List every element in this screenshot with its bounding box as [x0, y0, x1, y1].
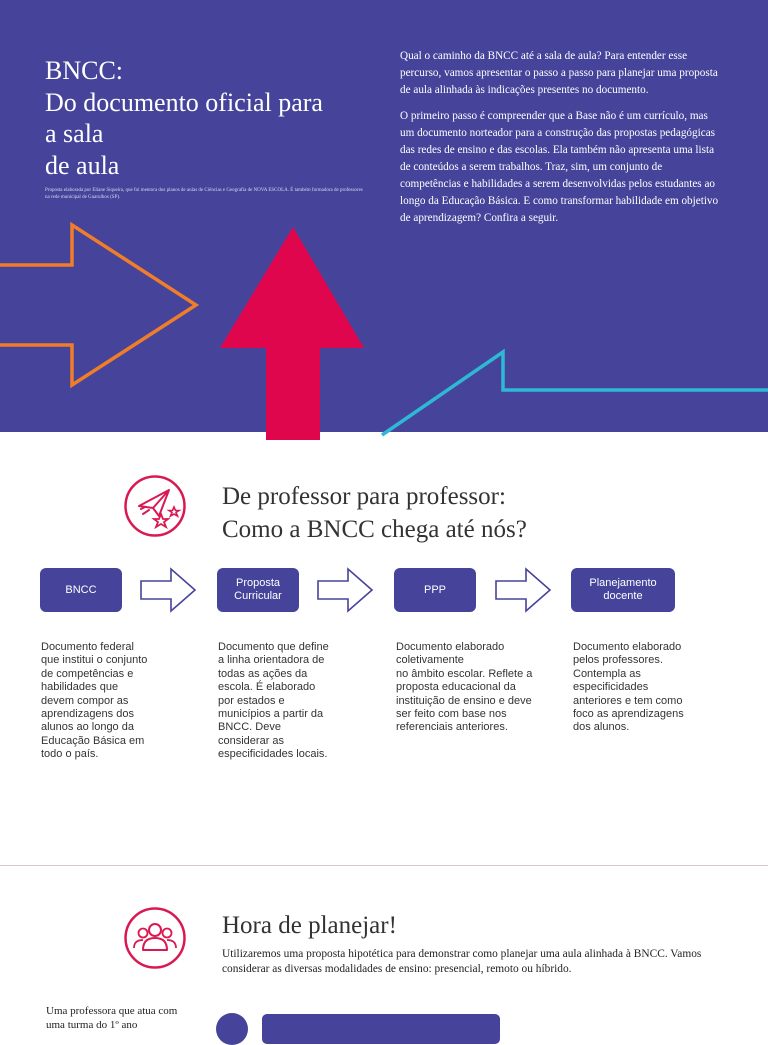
description-line: Documento elaborado	[396, 641, 505, 653]
step-marker	[216, 1013, 248, 1045]
right-arrow-icon	[139, 567, 197, 613]
hero-title-line: Do documento oficial para	[45, 87, 323, 117]
description-line: aprendizagens dos	[41, 708, 134, 721]
description-line: por estados e	[218, 694, 285, 707]
description-line: Contempla as	[573, 667, 641, 680]
right-arrow-icon	[494, 567, 552, 613]
hero-title-line: BNCC:	[45, 56, 124, 85]
description-line: municípios a partir da	[218, 708, 324, 721]
hero-title	[45, 55, 375, 182]
description-line: todo o país.	[41, 748, 99, 761]
description-line: escola. É elaborado	[218, 681, 316, 694]
flow-description-bncc	[41, 641, 171, 762]
description-line: dos alunos.	[573, 721, 630, 734]
flow-step-bncc: BNCC	[40, 568, 122, 612]
flow-description-planejamento-docente	[573, 641, 713, 735]
description-line: no âmbito escolar. Reflete a	[396, 667, 533, 680]
description-line: considerar as	[218, 734, 285, 747]
hero-banner	[0, 0, 768, 432]
pink-up-arrow-icon	[220, 227, 364, 440]
description-line: foco as aprendizagens	[573, 708, 684, 721]
flow-step-ppp: PPP	[394, 568, 476, 612]
description-line: coletivamente	[396, 654, 464, 667]
flow-step-proposta-curricular: Proposta Curricular	[217, 568, 299, 612]
description-line: referenciais anteriores.	[396, 721, 508, 734]
flow-description-proposta-curricular	[218, 641, 353, 762]
paper-plane-stars-icon	[123, 474, 187, 538]
section-title-line: De professor para professor:	[222, 483, 506, 510]
description-line: pelos professores.	[573, 654, 663, 667]
description-line: especificidades locais.	[218, 748, 328, 761]
description-line: instituição de ensino e deve	[396, 694, 532, 707]
hero-credit: Proposta elaborada por Eliane Siqueira, que foi mentora dos planos de aulas de Ciências e Geografia de NOVA ESCOLA. É também formadora de professores na rede municipal de Guarulhos (SP).	[45, 188, 363, 200]
intro-paragraph: O primeiro passo é compreender que a Base não é um currículo, mas um documento norteador para a construção das propostas pedagógicas das redes de ensino e das escolas. Ela também não apresenta uma lista de conteúdos a serem trabalhos. Traz, sim, um conjunto de competências e habilidades a serem desenvolvidas pelos estudantes ao longo da Educação Básica. E como transformar habilidade em objetivo de aprendizagem? Confira a seguir.	[400, 110, 719, 225]
description-line: ser feito com base nos	[396, 708, 507, 721]
description-line: BNCC. Deve	[218, 721, 281, 734]
description-line: de competências e	[41, 667, 134, 680]
description-line: habilidades que	[41, 681, 119, 694]
right-arrow-icon	[316, 567, 374, 613]
description-line: especificidades	[573, 681, 649, 694]
description-line: que institui o conjunto	[41, 654, 148, 667]
section-title: Hora de planejar!	[222, 912, 397, 939]
description-line: a linha orientadora de	[218, 654, 325, 667]
section-text: Utilizaremos uma proposta hipotética para demonstrar como planejar uma aula alinhada à BNCC. Vamos considerar as diversas modalidades de ensino: presencial, remoto ou híbrido.	[222, 948, 702, 975]
description-line: alunos ao longo da	[41, 721, 134, 734]
flow-description-ppp	[396, 641, 556, 735]
description-line: devem compor as	[41, 694, 129, 707]
description-line: anteriores e tem como	[573, 694, 683, 707]
description-line: todas as ações da	[218, 667, 308, 680]
flow-step-planejamento-docente: Planejamento docente	[571, 568, 675, 612]
description-line: Educação Básica em	[41, 734, 145, 747]
orange-outline-arrow-icon	[0, 225, 196, 385]
description-line: Documento federal	[41, 641, 134, 653]
step-banner	[262, 1014, 500, 1044]
hero-title-line: de aula	[45, 151, 120, 181]
hero-title-line: a sala	[45, 119, 104, 149]
teacher-scenario-text: Uma professora que atua com uma turma do 1º ano	[46, 1005, 178, 1032]
description-line: proposta educacional da	[396, 681, 516, 694]
description-line: Documento elaborado	[573, 641, 682, 653]
cyan-outline-arrow-icon	[382, 352, 768, 435]
hero-intro	[400, 48, 722, 236]
section-title	[222, 480, 762, 546]
section-title-line: Como a BNCC chega até nós?	[222, 516, 527, 543]
section-divider	[0, 865, 768, 866]
description-line: Documento que define	[218, 641, 329, 653]
people-group-icon	[123, 906, 187, 970]
intro-paragraph: Qual o caminho da BNCC até a sala de aula? Para entender esse percurso, vamos apresentar o passo a passo para planejar uma proposta de aula alinhada às indicações presentes no documento.	[400, 50, 718, 97]
